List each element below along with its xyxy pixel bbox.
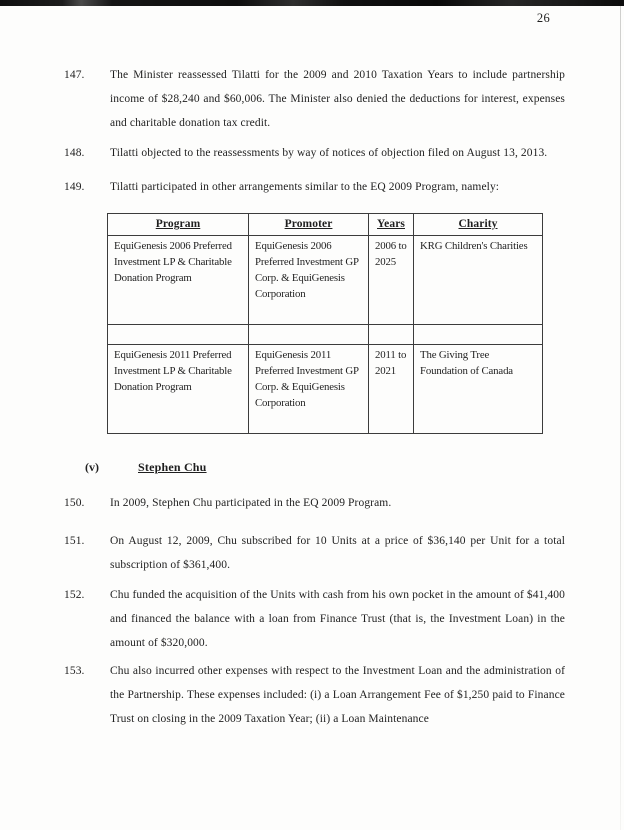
paragraph-number: 150. — [64, 497, 85, 509]
paragraph-text: Tilatti participated in other arrangements similar to the EQ 2009 Program, namely: — [110, 181, 500, 193]
scan-artifact-top-bar — [0, 0, 624, 6]
paragraph-text: On August 12, 2009, Chu subscribed for 10 Units at a price of $36,140 per Unit for a total subscription of $361,400. — [110, 535, 565, 571]
table-header-charity: Charity — [414, 214, 543, 236]
table-header-years: Years — [369, 214, 414, 236]
paragraph-number: 152. — [64, 589, 85, 601]
paragraph-number: 148. — [64, 147, 85, 159]
paragraph-number: 151. — [64, 535, 85, 547]
cell-promoter: EquiGenesis 2006 Preferred Investment GP Corp. & EquiGenesis Corporation — [249, 236, 369, 325]
cell-program — [108, 325, 249, 345]
paragraph-text: In 2009, Stephen Chu participated in the EQ 2009 Program. — [110, 497, 392, 509]
section-label: (v) — [85, 460, 99, 474]
paragraph-150 — [64, 491, 565, 515]
paragraph-151 — [64, 529, 565, 577]
paragraph-number: 149. — [64, 181, 85, 193]
cell-promoter: EquiGenesis 2011 Preferred Investment GP Corp. & EquiGenesis Corporation — [249, 345, 369, 434]
paragraph-153 — [64, 659, 565, 731]
paragraph-147 — [64, 63, 565, 135]
paragraph-152 — [64, 583, 565, 655]
cell-charity: The Giving Tree Foundation of Canada — [414, 345, 543, 434]
cell-charity — [414, 325, 543, 345]
paragraph-149 — [64, 175, 565, 199]
table-row — [108, 345, 543, 434]
paragraph-number: 153. — [64, 665, 85, 677]
paragraph-text: Tilatti objected to the reassessments by way of notices of objection filed on August 13, 2013. — [110, 147, 548, 159]
arrangements-table — [107, 213, 543, 434]
cell-charity: KRG Children's Charities — [414, 236, 543, 325]
paragraph-148 — [64, 141, 565, 165]
cell-years: 2011 to 2021 — [369, 345, 414, 434]
cell-program: EquiGenesis 2006 Preferred Investment LP & Charitable Donation Program — [108, 236, 249, 325]
cell-program: EquiGenesis 2011 Preferred Investment LP & Charitable Donation Program — [108, 345, 249, 434]
cell-years: 2006 to 2025 — [369, 236, 414, 325]
section-heading-stephen-chu — [85, 455, 624, 479]
table-header-row — [108, 214, 543, 236]
paragraph-text: Chu also incurred other expenses with respect to the Investment Loan and the administration of the Partnership. These expenses included: (i) a Loan Arrangement Fee of $1,250 paid to Finance Trust on closing in the 2009 Taxation Year; (ii) a Loan Maintenance — [110, 665, 565, 725]
table-row-empty — [108, 325, 543, 345]
section-title: Stephen Chu — [138, 460, 207, 474]
cell-promoter — [249, 325, 369, 345]
table-row — [108, 236, 543, 325]
paragraph-text: The Minister reassessed Tilatti for the 2009 and 2010 Taxation Years to include partnership income of $28,240 and $60,006. The Minister also denied the deductions for interest, expenses and charitable donation tax credit. — [110, 69, 565, 129]
paragraph-number: 147. — [64, 69, 85, 81]
page-number: 26 — [536, 11, 550, 25]
cell-years — [369, 325, 414, 345]
table-header-promoter: Promoter — [249, 214, 369, 236]
scan-artifact-right-edge — [620, 6, 621, 830]
table-header-program: Program — [108, 214, 249, 236]
paragraph-text: Chu funded the acquisition of the Units with cash from his own pocket in the amount of $41,400 and financed the balance with a loan from Finance Trust (that is, the Investment Loan) in the amount of $320,000. — [110, 589, 565, 649]
